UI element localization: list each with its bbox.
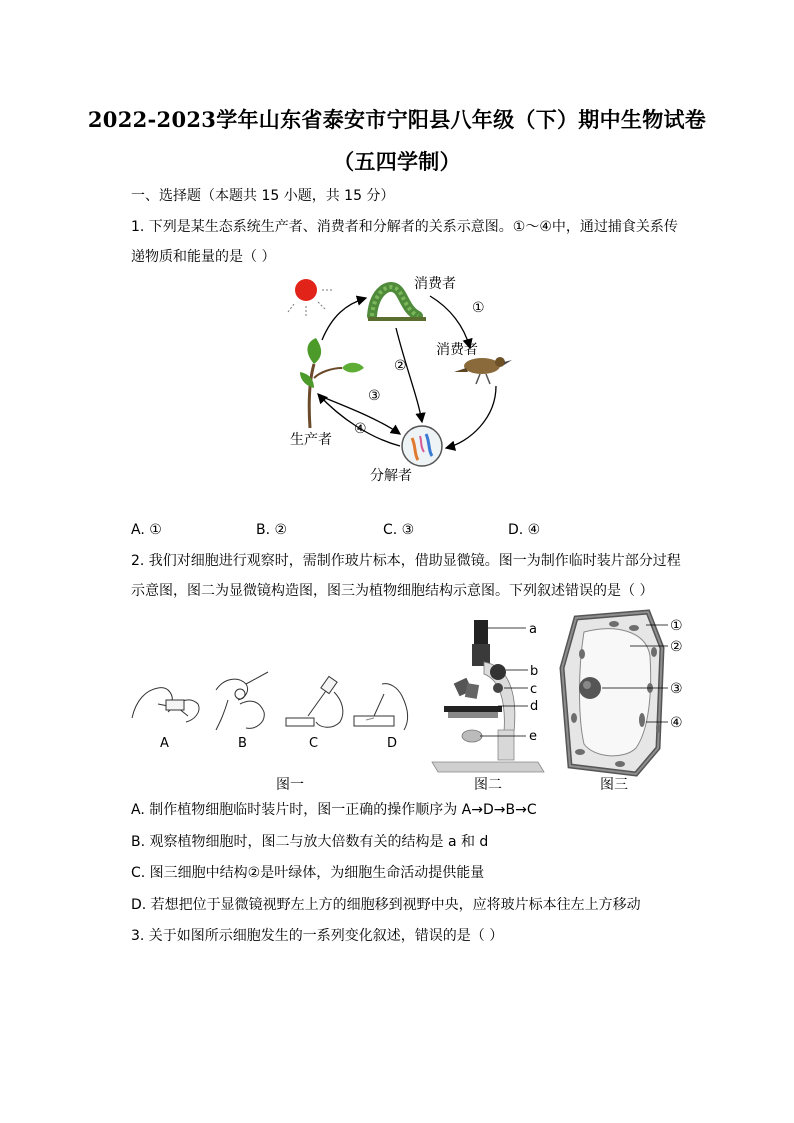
sun-icon <box>295 279 317 301</box>
bird-icon <box>454 357 512 384</box>
plant-cell-icon <box>562 612 662 774</box>
step-b-illustration <box>216 672 268 730</box>
q2-option-b[interactable]: B. 观察植物细胞时，图二与放大倍数有关的结构是 a 和 d <box>131 834 489 850</box>
step-c-illustration <box>286 676 343 727</box>
q2-figure-1 <box>128 660 428 795</box>
fig3-label-4: ④ <box>670 715 683 731</box>
decomposer-icon <box>402 426 442 466</box>
fig2-label-b: b <box>530 664 539 679</box>
arrow-1 <box>430 296 470 348</box>
fig3-label-3: ③ <box>670 681 683 697</box>
q2-stem-line2: 示意图，图二为显微镜构造图，图三为植物细胞结构示意图。下列叙述错误的是（ ） <box>131 583 654 599</box>
fig1-label-b: B <box>238 736 247 751</box>
fig3-label-2: ② <box>670 639 683 655</box>
marker-4: ④ <box>354 421 367 437</box>
q2-figure-2 <box>428 612 554 796</box>
label-consumer-2: 消费者 <box>436 342 478 358</box>
caterpillar-icon <box>368 287 426 321</box>
fig2-label-a: a <box>529 622 537 637</box>
fig1-label-c: C <box>309 736 319 751</box>
step-a-illustration <box>132 688 199 722</box>
fig2-label-c: c <box>530 682 538 697</box>
q1-option-d[interactable]: D. ④ <box>508 522 541 538</box>
q2-option-c[interactable]: C. 图三细胞中结构②是叶绿体，为细胞生命活动提供能量 <box>131 865 485 881</box>
arrow-producer-to-consumer <box>322 298 366 340</box>
q2-option-a[interactable]: A. 制作植物细胞临时装片时，图一正确的操作顺序为 A→D→B→C <box>131 802 537 818</box>
q2-figure-3 <box>554 608 694 798</box>
marker-2: ② <box>394 358 407 374</box>
fig2-label-d: d <box>530 699 539 714</box>
q1-option-a[interactable]: A. ① <box>131 522 162 538</box>
q1-stem-line2: 递物质和能量的是（ ） <box>131 249 276 265</box>
q1-option-b[interactable]: B. ② <box>256 522 288 538</box>
fig3-caption: 图三 <box>600 777 628 793</box>
section-heading: 一、选择题（本题共 15 小题，共 15 分） <box>131 188 395 204</box>
arrow-2 <box>396 328 422 422</box>
marker-3: ③ <box>368 388 381 404</box>
q2-option-d[interactable]: D. 若想把位于显微镜视野左上方的细胞移到视野中央，应将玻片标本往左上方移动 <box>131 897 641 913</box>
label-producer: 生产者 <box>290 432 332 448</box>
fig2-caption: 图二 <box>474 777 502 793</box>
fig3-label-1: ① <box>670 618 683 634</box>
q2-stem-line1: 2. 我们对细胞进行观察时，需制作玻片标本，借助显微镜。图一为制作临时装片部分过程 <box>131 553 681 569</box>
label-consumer-1: 消费者 <box>414 276 456 292</box>
page-subtitle: （五四学制） <box>333 149 461 174</box>
fig1-label-d: D <box>387 736 398 751</box>
q1-ecosystem-diagram <box>270 268 520 490</box>
label-decomposer: 分解者 <box>370 468 412 484</box>
q3-stem-line1: 3. 关于如图所示细胞发生的一系列变化叙述，错误的是（ ） <box>131 928 504 944</box>
microscope-icon <box>432 620 544 772</box>
arrow-bird-to-decomposer <box>446 386 496 448</box>
page-title: 2022-2023学年山东省泰安市宁阳县八年级（下）期中生物试卷 <box>87 107 707 132</box>
fig1-label-a: A <box>160 736 169 751</box>
fig2-label-e: e <box>529 729 537 744</box>
q1-stem-line1: 1. 下列是某生态系统生产者、消费者和分解者的关系示意图。①～④中，通过捕食关系传 <box>131 219 678 235</box>
plant-icon <box>300 338 364 428</box>
q1-option-c[interactable]: C. ③ <box>383 522 415 538</box>
marker-1: ① <box>472 300 485 316</box>
fig1-caption: 图一 <box>276 777 304 793</box>
step-d-illustration <box>354 684 408 730</box>
